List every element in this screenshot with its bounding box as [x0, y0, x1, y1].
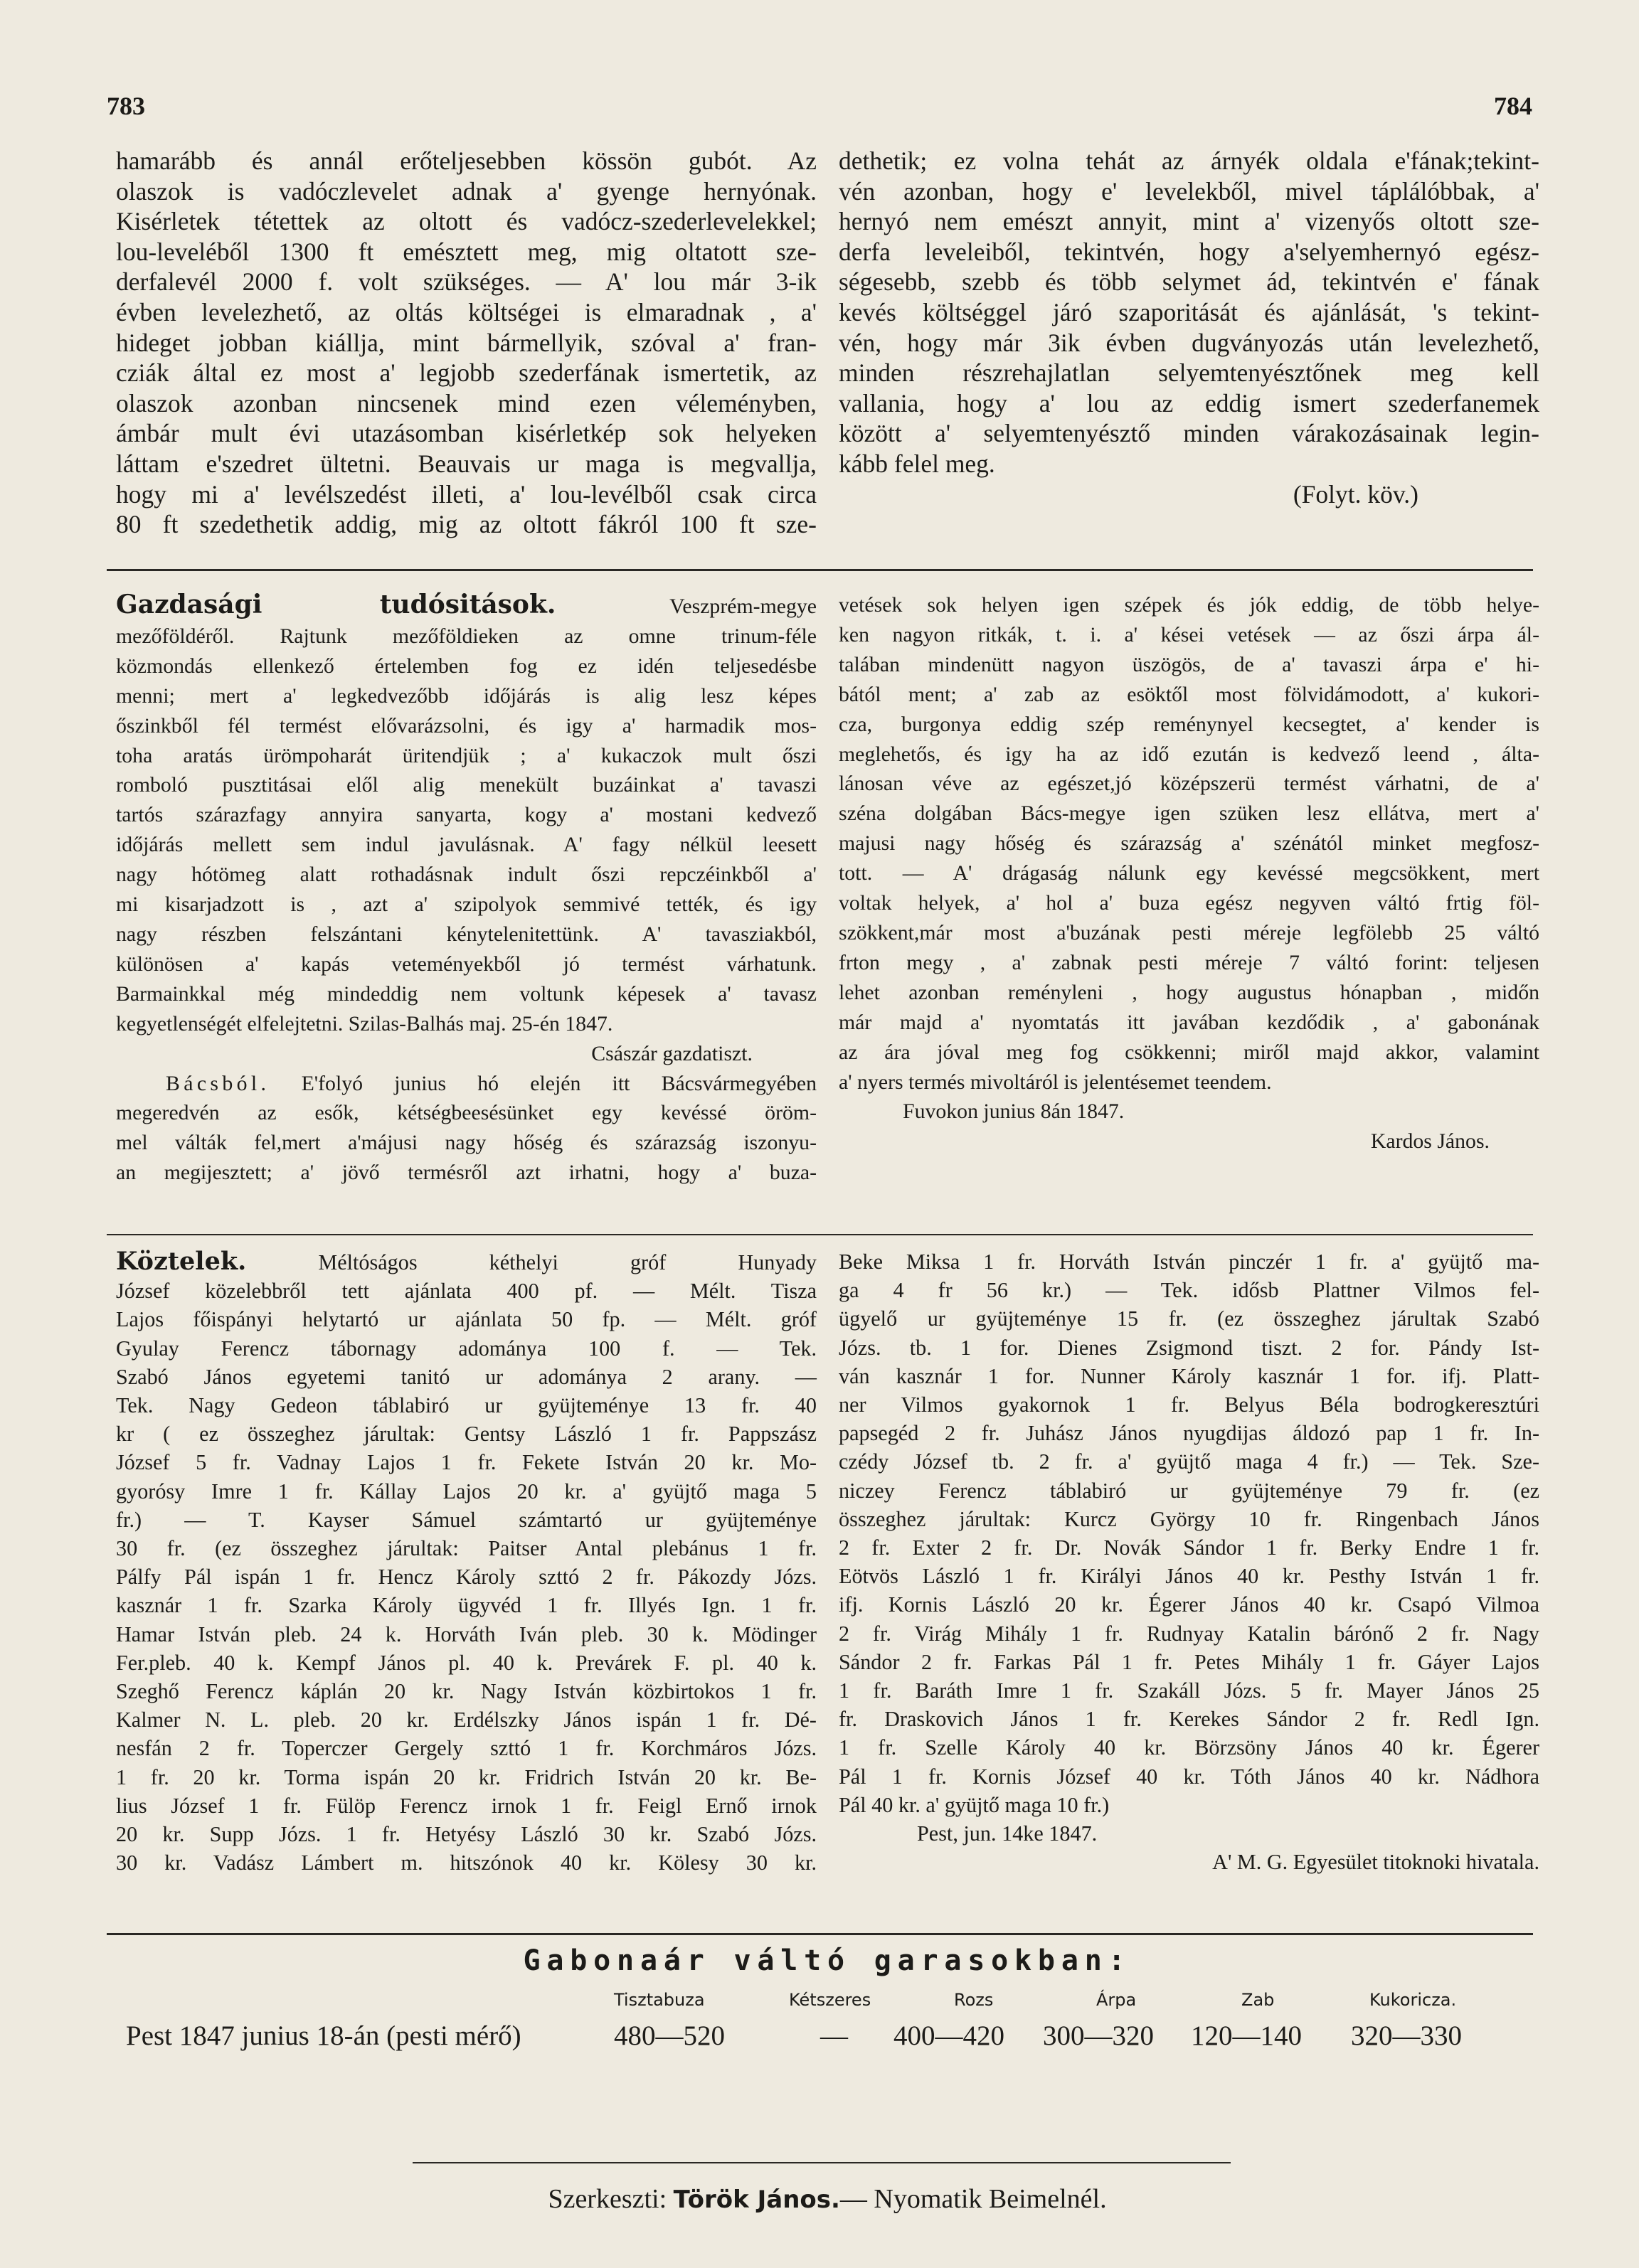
text-line: 2 fr. Virág Mihály 1 fr. Rudnyay Katalin bárónő 2 fr. Nagy	[839, 1621, 1539, 1646]
grain-price-table	[116, 1944, 1539, 2053]
text-line: már majd a' nyomtatás itt javában kezdődik , a' gabonának	[839, 1010, 1539, 1034]
text-line: vallania, hogy a' lou az eddig ismert szederfanemek	[839, 388, 1539, 417]
text-line: frton megy , a' zabnak pesti méreje 7 váltó forint: teljesen	[839, 950, 1539, 974]
text-line: időjárás mellett sem indul javulásnak. A' fagy nélkül leesett	[116, 833, 817, 857]
text-line: Kalmer N. L. pleb. 20 kr. Erdélszky János ispán 1 fr. Dé-	[116, 1708, 817, 1732]
footer-divider	[413, 2162, 1231, 2163]
text-line: ügyelő ur gyüjteménye 15 fr. (ez összeghez járultak Szabó	[839, 1306, 1539, 1331]
row-label: Pest 1847 junius 18-án (pesti mérő)	[126, 2021, 521, 2051]
text-line: Eötvös László 1 fr. Királyi János 40 kr. Pesthy István 1 fr.	[839, 1564, 1539, 1589]
bacs-first-line: E'folyó junius hó elején itt Bácsvármegyében	[301, 1071, 817, 1095]
text-line: fr.) — T. Kayser Sámuel számtartó ur gyüjteménye	[116, 1507, 817, 1532]
text-line: 20 kr. Supp Józs. 1 fr. Hetyésy László 30 kr. Szabó Józs.	[116, 1822, 817, 1847]
text-line: derfa leveleiből, tekintvén, hogy a'selyemhernyó egész-	[839, 237, 1539, 266]
signature-csaszar: Császár gazdatiszt.	[591, 1041, 753, 1065]
grain-table-header	[116, 1984, 1539, 2018]
text-line: ner Vilmos gyakornok 1 fr. Belyus Béla bodrogkeresztúri	[839, 1393, 1539, 1417]
text-line: Pál 1 fr. Kornis József 40 kr. Tóth János 40 kr. Nádhora	[839, 1764, 1539, 1789]
silk-article-right-column	[839, 146, 1539, 509]
value-kukoricza: 320—330	[1351, 2021, 1462, 2051]
text-line: kább felel meg.	[839, 449, 995, 478]
text-line: kevés költséggel járó szaporitását és ajánlását, 's tekint-	[839, 297, 1539, 326]
text-line: tartós szárazfagy annyira sanyarta, kogy a' mostani kedvező	[116, 803, 817, 827]
dateline-pest: Pest, jun. 14ke 1847.	[917, 1821, 1098, 1846]
text-line: vén azonban, hogy e' levelekből, mivel táplálóbbak, a'	[839, 176, 1539, 206]
section-heading-economic-reports: Gazdasági tudósitások.	[116, 590, 556, 619]
text-line: Gyulay Ferencz tábornagy adománya 100 f. — Tek.	[116, 1336, 817, 1361]
text-line: hideget jobban kiállja, mint bármellyik, szóval a' fran-	[116, 328, 817, 357]
value-rozs: 400—420	[893, 2021, 1004, 2051]
text-line: majusi nagy hőség és szárazság a' szénától minket megfosz-	[839, 831, 1539, 856]
value-zab: 120—140	[1191, 2021, 1302, 2051]
text-line: ámbár mult évi utazásomban kisérletkép sok helyeken	[116, 419, 817, 448]
col-ketszeres: Kétszeres	[789, 1990, 871, 2010]
text-line: voltak helyek, a' hol a' buza egész negyven váltó frtig föl-	[839, 891, 1539, 915]
text-line: nesfán 2 fr. Toperczer Gergely szttó 1 fr. Korchmáros Józs.	[116, 1736, 817, 1761]
section-divider	[107, 569, 1533, 571]
text-line: olaszok is vadóczlevelet adnak a' gyenge hernyónak.	[116, 176, 817, 206]
page-number-left: 783	[107, 92, 145, 120]
text-line: Hamar István pleb. 24 k. Horváth Iván pleb. 30 k. Mödinger	[116, 1622, 817, 1646]
value-arpa: 300—320	[1043, 2021, 1154, 2051]
col-kukoricza: Kukoricza.	[1369, 1990, 1457, 2010]
text-line: Tek. Nagy Gedeon táblabiró ur gyüjteménye 13 fr. 40	[116, 1393, 817, 1418]
koztelek-right-column	[839, 1247, 1539, 1876]
text-line: Beke Miksa 1 fr. Horváth István pinczér 1 fr. a' gyüjtő ma-	[839, 1250, 1539, 1274]
section-divider	[107, 1234, 1533, 1235]
text-line: ken nagyon ritkák, t. i. a' kései vetések — az őszi árpa ál-	[839, 622, 1539, 646]
dateline-fuvok: Fuvokon junius 8án 1847.	[903, 1100, 1125, 1124]
text-line: őszinkből fél termést elővarázsolni, és igy a' harmadik mos-	[116, 713, 817, 738]
text-line: Szabó János egyetemi tanitó ur adománya 2 arany. —	[116, 1364, 817, 1389]
text-line: talában mindenütt nagyon üszögös, de a' tavaszi árpa e' hi-	[839, 652, 1539, 676]
text-line: József közelebbről tett ajánlata 400 pf. — Mélt. Tisza	[116, 1279, 817, 1304]
text-line: Szeghő Ferencz káplán 20 kr. Nagy István közbirtokos 1 fr.	[116, 1679, 817, 1704]
section-heading-koztelek: Köztelek.	[116, 1247, 247, 1276]
koztelek-left-column	[116, 1247, 817, 1877]
continued-note: (Folyt. köv.)	[1293, 479, 1418, 509]
grain-table-title: Gabonaár váltó garasokban:	[523, 1944, 1132, 1977]
text-line: évben levelezhető, az oltás költségei is elmaradnak , a'	[116, 297, 817, 326]
text-line: Fer.pleb. 40 k. Kempf János pl. 40 k. Prevárek F. pl. 40 k.	[116, 1650, 817, 1675]
text-line: niczey Ferencz táblabiró ur gyüjteménye 79 fr. (ez	[839, 1478, 1539, 1503]
text-line: József 5 fr. Vadnay Lajos 1 fr. Fekete István 20 kr. Mo-	[116, 1450, 817, 1475]
report-lead: Veszprém-megye	[669, 595, 817, 618]
text-line: ván kasznár 1 for. Nunner Károly kasznár 1 for. ifj. Platt-	[839, 1363, 1539, 1388]
text-line: romboló pusztitásai elől alig menekült buzáinkat a' tavaszi	[116, 773, 817, 797]
text-line: ga 4 fr 56 kr.) — Tek. idősb Plattner Vilmos fel-	[839, 1278, 1539, 1303]
signature-society: A' M. G. Egyesület titoknoki hivatala.	[1212, 1850, 1539, 1875]
value-ketszeres: —	[820, 2021, 848, 2051]
text-line: 1 fr. Szelle Károly 40 kr. Börzsöny János 40 kr. Égerer	[839, 1735, 1539, 1760]
text-line: nagy részben felszántani kénytelenitettünk. A' tavasziakból,	[116, 922, 817, 946]
text-line: közmondás ellenkező értelemben fog ez idén teljesedésbe	[116, 654, 817, 678]
text-line: kegyetlenségét elfelejtetni. Szilas-Balhás maj. 25-én 1847.	[116, 1011, 613, 1035]
place-bacs: Bácsból.	[166, 1071, 270, 1095]
text-line: hernyó nem emészt annyit, mint a' vizenyős oltott sze-	[839, 207, 1539, 236]
text-line: ifj. Kornis László 20 kr. Égerer János 40 kr. Csapó Vilmoa	[839, 1592, 1539, 1617]
text-line: gyorósy Imre 1 fr. Kállay Lajos 20 kr. a' gyüjtő maga 5	[116, 1479, 817, 1503]
text-line: toha aratás ürömpoharát üritendjük ; a' kukaczok mult őszi	[116, 743, 817, 767]
text-line: kr ( ez összeghez járultak: Gentsy László 1 fr. Pappszász	[116, 1422, 817, 1447]
silk-article-left-column	[116, 146, 817, 540]
col-tisztabuza: Tisztabuza	[614, 1990, 705, 2010]
text-line: 1 fr. Baráth Imre 1 fr. Szakáll Józs. 5 fr. Mayer János 25	[839, 1678, 1539, 1703]
col-arpa: Árpa	[1096, 1990, 1137, 2010]
text-line: olaszok azonban nincsenek mind ezen véleményben,	[116, 388, 817, 417]
text-line: meglehetős, és igy ha az idő ezután is kedvező leend , álta-	[839, 742, 1539, 766]
economic-reports-right-column	[839, 590, 1539, 1156]
text-line: 30 fr. (ez összeghez járultak: Paitser Antal plebánus 1 fr.	[116, 1536, 817, 1561]
text-line: 1 fr. 20 kr. Torma ispán 20 kr. Fridrich István 20 kr. Be-	[116, 1764, 817, 1789]
text-line: ségesebb, szebb és több selymet ád, tekintvén e' fának	[839, 267, 1539, 297]
text-line: lehet azonban reményleni , hogy augustus hónapban , midőn	[839, 980, 1539, 1004]
text-line: között a' selyemtenyésztő minden várakozásainak legin-	[839, 419, 1539, 448]
text-line: dethetik; ez volna tehát az árnyék oldala e'fának;tekint-	[839, 147, 1539, 175]
text-line: papsegéd 2 fr. Juhász János nyugdijas áldozó pap 1 fr. In-	[839, 1421, 1539, 1446]
koztelek-first-line: Méltóságos kéthelyi gróf Hunyady	[318, 1250, 817, 1274]
text-line: mezőföldéről. Rajtunk mezőföldieken az omne trinum-féle	[116, 624, 817, 648]
text-line: Lajos főispányi helytartó ur ajánlata 50 fp. — Mélt. gróf	[116, 1307, 817, 1332]
section-divider	[107, 1933, 1533, 1935]
text-line: széna dolgában Bács-megye igen szüken lesz ellátva, mert a'	[839, 802, 1539, 826]
text-line: az ára jóval meg fog csökkenni; miről majd akkor, valamint	[839, 1040, 1539, 1064]
text-line: cza, burgonya eddig szép reménynyel kecsegtet, a' kender is	[839, 712, 1539, 736]
text-line: 80 ft szedethetik addig, mig az oltott fákról 100 ft sze-	[116, 510, 817, 539]
text-line: 2 fr. Exter 2 fr. Dr. Novák Sándor 1 fr. Berky Endre 1 fr.	[839, 1535, 1539, 1560]
text-line: Pál 40 kr. a' gyüjtő maga 10 fr.)	[839, 1792, 1110, 1817]
text-line: összeghez járultak: Kurcz György 10 fr. Ringenbach János	[839, 1506, 1539, 1531]
text-line: derfalevél 2000 f. volt szükséges. — A' lou már 3-ik	[116, 267, 817, 297]
editor-name: Török János.	[673, 2186, 840, 2214]
col-rozs: Rozs	[954, 1990, 994, 2010]
imprint-prefix: Szerkeszti:	[548, 2184, 667, 2214]
text-line: Józs. tb. 1 for. Dienes Zsigmond tiszt. 2 for. Pándy Ist-	[839, 1335, 1539, 1360]
text-line: a' nyers termés mivoltáról is jelentésemet teendem.	[839, 1070, 1272, 1094]
text-line: mel válták fel,mert a'májusi nagy hőség és szárazság iszonyu-	[116, 1131, 817, 1155]
page-number-right: 784	[1494, 92, 1532, 120]
text-line: menni; mert a' legkedvezőbb időjárás is alig lesz képes	[116, 683, 817, 708]
signature-kardos: Kardos János.	[1370, 1129, 1490, 1154]
text-line: lius József 1 fr. Fülöp Ferencz irnok 1 fr. Feigl Ernő irnok	[116, 1793, 817, 1818]
text-line: czédy József tb. 2 fr. a' gyüjtő maga 4 fr.) — Tek. Sze-	[839, 1449, 1539, 1474]
text-line: mi kisarjadzott is , azt a' szipolyok semmivé tették, és igy	[116, 893, 817, 917]
text-line: lou-leveléből 1300 ft emésztett meg, mig oltatott sze-	[116, 237, 817, 266]
value-tisztabuza: 480—520	[614, 2021, 725, 2051]
text-line: lánosan véve az egészet,jó középszerü termést várhatni, de a'	[839, 772, 1539, 796]
text-line: Sándor 2 fr. Farkas Pál 1 fr. Petes Mihály 1 fr. Gáyer Lajos	[839, 1649, 1539, 1674]
text-line: Pálfy Pál ispán 1 fr. Hencz Károly szttó 2 fr. Pákozdy Józs.	[116, 1565, 817, 1590]
text-line: hamarább és annál erőteljesebben kössön gubót. Az	[116, 147, 817, 175]
text-line: tott. — A' drágaság nálunk egy kevéssé megcsökkent, mert	[839, 861, 1539, 885]
text-line: megeredvén az esők, kétségbeesésünket egy kevéssé öröm-	[116, 1101, 817, 1125]
text-line: szökkent,már most a'buzának pesti méreje legfölebb 25 váltó	[839, 920, 1539, 944]
imprint-printer: — Nyomatik Beimelnél.	[839, 2184, 1107, 2214]
text-line: minden részrehajlatlan selyemtenyésztőnek meg kell	[839, 358, 1539, 388]
text-line: vén, hogy már 3ik évben dugványozás után levelezhető,	[839, 328, 1539, 357]
grain-table-row	[116, 2018, 1539, 2053]
text-line: kasznár 1 fr. Szarka Károly ügyvéd 1 fr. Illyés Ign. 1 fr.	[116, 1593, 817, 1618]
text-line: hogy mi a' levélszedést illeti, a' lou-levélből csak circa	[116, 479, 817, 509]
imprint	[116, 2183, 1539, 2215]
text-line: különösen a' kapás veteményekből jó termést várhatunk.	[116, 952, 817, 976]
text-line: fr. Draskovich János 1 fr. Kerekes Sándor 2 fr. Redl Ign.	[839, 1707, 1539, 1732]
text-line: Kisérletek tétettek az oltott és vadócz-szederlevelekkel;	[116, 207, 817, 236]
text-line: nagy hótömeg alatt rothadásnak indult őszi repczéinkből a'	[116, 863, 817, 887]
text-line: 30 kr. Vadász Lámbert m. hitszónok 40 kr. Kölesy 30 kr.	[116, 1851, 817, 1875]
text-line: an megijesztett; a' jövő termésről azt irhatni, hogy a' buza-	[116, 1161, 817, 1185]
text-line: bától ment; a' zab az esöktől most fölvidámodott, a' kukori-	[839, 682, 1539, 706]
col-zab: Zab	[1241, 1990, 1275, 2010]
text-line: cziák által ez most a' legjobb szederfának ismertetik, az	[116, 358, 817, 388]
text-line: Barmainkkal még mindeddig nem voltunk képesek a' tavasz	[116, 981, 817, 1006]
text-line: vetések sok helyen igen szépek és jók eddig, de több helye-	[839, 593, 1539, 617]
text-line: láttam e'szedret ültetni. Beauvais ur maga is megvallja,	[116, 449, 817, 478]
economic-reports-left-column	[116, 590, 817, 1188]
